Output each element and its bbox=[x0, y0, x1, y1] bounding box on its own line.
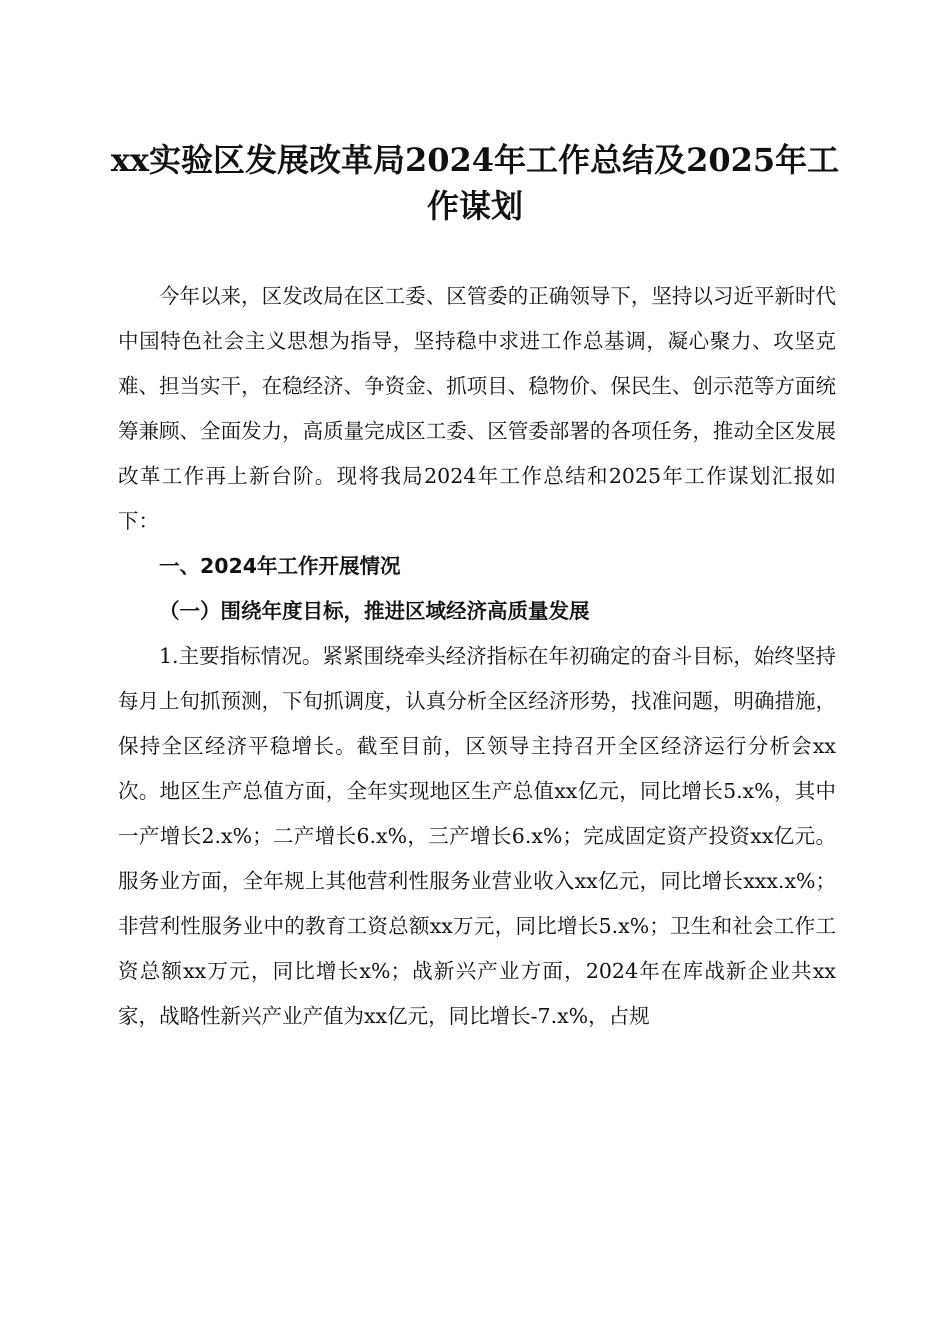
subsection-heading: （一）围绕年度目标，推进区域经济高质量发展 bbox=[159, 599, 590, 623]
document-body bbox=[118, 274, 836, 1039]
section-heading: 一、2024年工作开展情况 bbox=[159, 554, 401, 578]
intro-paragraph: 今年以来，区发改局在区工委、区管委的正确领导下，坚持以习近平新时代中国特色社会主义思想为指导，坚持稳中求进工作总基调，凝心聚力、攻坚克难、担当实干，在稳经济、争资金、抓项目、稳物价、保民生、创示范等方面统筹兼顾、全面发力，高质量完成区工委、区管委部署的各项任务，推动全区发展改革工作再上新台阶。现将我局2024年工作总结和2025年工作谋划汇报如下： bbox=[118, 284, 836, 533]
item-paragraph: 1.主要指标情况。紧紧围绕牵头经济指标在年初确定的奋斗目标，始终坚持每月上旬抓预测，下旬抓调度，认真分析全区经济形势，找准问题，明确措施，保持全区经济平稳增长。截至目前，区领导主持召开全区经济运行分析会xx次。地区生产总值方面，全年实现地区生产总值xx亿元，同比增长5.x%，其中一产增长2.x%；二产增长6.x%，三产增长6.x%；完成固定资产投资xx亿元。服务业方面，全年规上其他营利性服务业营业收入xx亿元，同比增长xxx.x%；非营利性服务业中的教育工资总额xx万元，同比增长5.x%；卫生和社会工作工资总额xx万元，同比增长x%；战新兴产业方面，2024年在库战新企业共xx家，战略性新兴产业产值为xx亿元，同比增长-7.x%，占规 bbox=[118, 644, 836, 1028]
document-title: xx实验区发展改革局2024年工作总结及2025年工作谋划 bbox=[110, 141, 840, 225]
